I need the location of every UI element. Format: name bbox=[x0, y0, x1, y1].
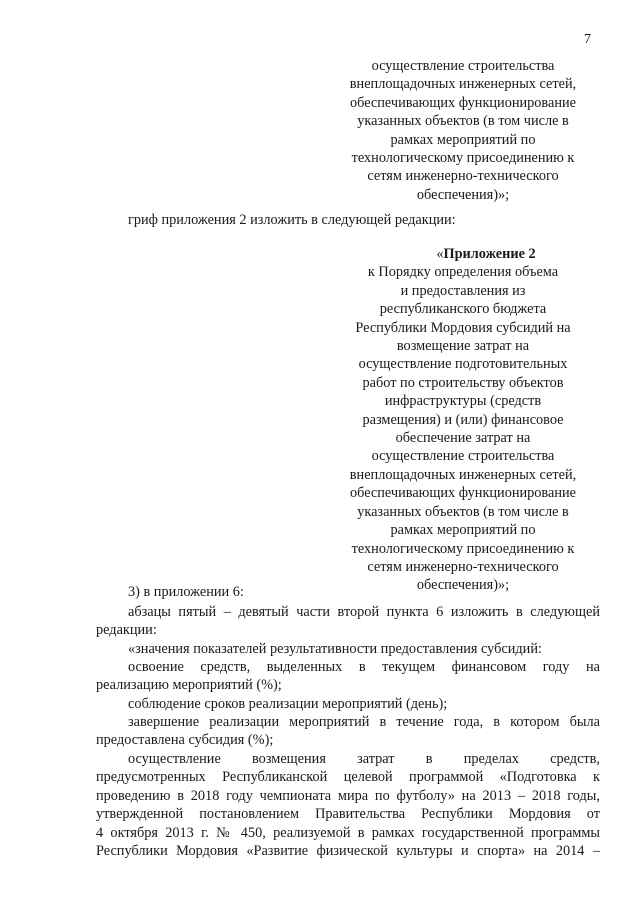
text-line: абзацы пятый – девятый части второй пункта 6 изложить в следующей bbox=[128, 604, 600, 620]
appendix-line: осуществление подготовительных bbox=[358, 356, 568, 373]
text-line: предусмотренных Республиканской целевой программой «Подготовка к bbox=[96, 769, 600, 786]
appendix-title-text: Приложение 2 bbox=[443, 246, 536, 262]
paragraph-5 bbox=[96, 713, 600, 750]
block-line: внеплощадочных инженерных сетей, bbox=[349, 76, 577, 93]
paragraph-4: соблюдение сроков реализации мероприятий (день); bbox=[128, 696, 448, 712]
appendix-line: работ по строительству объектов bbox=[362, 374, 564, 391]
block-line: сетям инженерно-технического bbox=[367, 168, 559, 185]
block-line: технологическому присоединению к bbox=[351, 150, 575, 167]
block-line: обеспечивающих функционирование bbox=[350, 94, 576, 111]
text-line: редакции: bbox=[96, 622, 157, 639]
appendix-line: технологическому присоединению к bbox=[351, 540, 575, 557]
text-line: 4 октября 2013 г. № 450, реализуемой в рамках государственной программы bbox=[96, 824, 600, 841]
appendix-header bbox=[318, 245, 608, 595]
appendix-line: и предоставления из bbox=[400, 282, 526, 299]
appendix-line: возмещение затрат на bbox=[396, 338, 530, 355]
text-line: завершение реализации мероприятий в течение года, в котором была bbox=[128, 714, 600, 730]
block-line: осуществление строительства bbox=[371, 58, 555, 74]
appendix-line: размещения) и (или) финансовое bbox=[362, 411, 564, 428]
text-line: утвержденной постановлением Правительства Республики Мордовия от bbox=[96, 806, 600, 823]
intro-line: гриф приложения 2 изложить в следующей редакции: bbox=[128, 212, 456, 228]
appendix-line: обеспечивающих функционирование bbox=[350, 485, 576, 502]
text-line: реализацию мероприятий (%); bbox=[96, 677, 282, 694]
appendix-line: обеспечения)»; bbox=[416, 577, 510, 594]
paragraph-6 bbox=[96, 750, 600, 860]
block-line: рамках мероприятий по bbox=[390, 131, 536, 148]
page-number: 7 bbox=[584, 32, 591, 47]
paragraph-1 bbox=[96, 603, 600, 640]
appendix-line: Республики Мордовия субсидий на bbox=[355, 319, 571, 336]
text-line: освоение средств, выделенных в текущем финансовом году на bbox=[128, 659, 600, 675]
text-line: предоставлена субсидия (%); bbox=[96, 732, 274, 749]
appendix-line: сетям инженерно-технического bbox=[367, 558, 559, 575]
appendix-line: инфраструктуры (средств bbox=[384, 393, 542, 410]
appendix-line: рамках мероприятий по bbox=[390, 522, 536, 539]
text-line: Республики Мордовия «Развитие физической культуры и спорта» на 2014 – bbox=[96, 843, 600, 860]
block-line: указанных объектов (в том числе в bbox=[357, 113, 569, 130]
closing-block-top bbox=[318, 57, 608, 204]
paragraph-3 bbox=[96, 658, 600, 695]
item-3: 3) в приложении 6: bbox=[128, 584, 244, 600]
appendix-line: указанных объектов (в том числе в bbox=[357, 503, 569, 520]
appendix-line: республиканского бюджета bbox=[379, 301, 547, 318]
text-line: проведению в 2018 году чемпионата мира по футболу» на 2013 – 2018 годы, bbox=[96, 787, 600, 804]
appendix-line: к Порядку определения объема bbox=[367, 264, 559, 281]
open-quote: « bbox=[436, 246, 444, 262]
block-line: обеспечения)»; bbox=[416, 186, 510, 203]
appendix-line: внеплощадочных инженерных сетей, bbox=[349, 466, 577, 483]
appendix-line: обеспечение затрат на bbox=[395, 430, 531, 447]
text-line: осуществление возмещения затрат в пределах средств, bbox=[128, 751, 600, 767]
paragraph-2: «значения показателей результативности предоставления субсидий: bbox=[128, 641, 542, 657]
appendix-line: осуществление строительства bbox=[371, 448, 555, 465]
appendix-title bbox=[318, 245, 608, 263]
